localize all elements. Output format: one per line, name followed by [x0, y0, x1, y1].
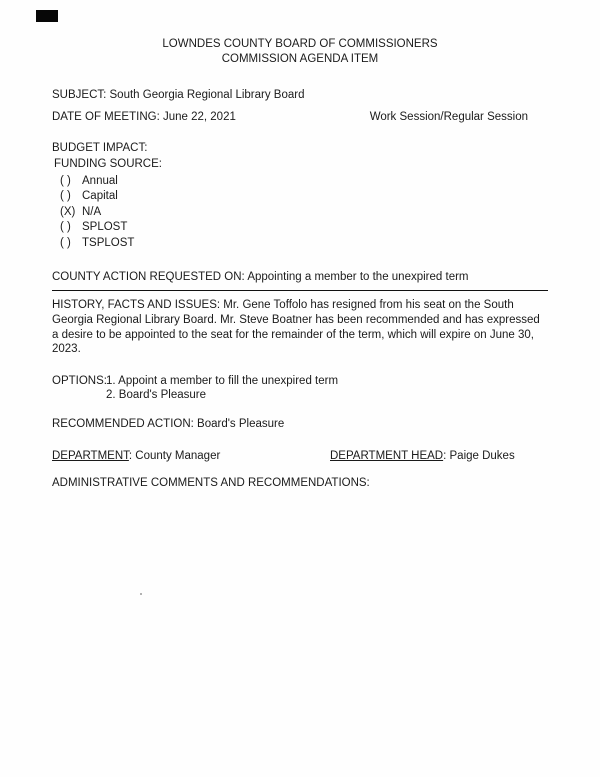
department-value: : County Manager — [128, 449, 221, 462]
header-doc-title: COMMISSION AGENDA ITEM — [221, 53, 379, 65]
checkbox-tsplost: ( ) — [60, 236, 71, 249]
funding-source-label: FUNDING SOURCE: — [54, 158, 162, 171]
department-line — [52, 449, 330, 464]
scan-speck — [140, 593, 142, 595]
funding-option-tsplost — [52, 236, 548, 252]
department-label: DEPARTMENT — [52, 449, 129, 462]
checkbox-splost: ( ) — [60, 221, 71, 234]
funding-option-splost — [52, 220, 548, 236]
checkbox-capital: ( ) — [60, 190, 71, 203]
funding-options-list — [52, 174, 548, 252]
date-row — [52, 110, 548, 125]
header-org-title: LOWNDES COUNTY BOARD OF COMMISSIONERS — [162, 38, 438, 50]
checkbox-na-checked: (X) — [60, 205, 76, 218]
department-row — [52, 449, 548, 464]
options-section — [52, 374, 548, 403]
date-of-meeting: DATE OF MEETING: June 22, 2021 — [52, 110, 236, 123]
options-items — [106, 374, 338, 403]
department-head-value: : Paige Dukes — [443, 449, 515, 462]
funding-option-label: Annual — [82, 174, 118, 187]
options-label: OPTIONS: — [52, 374, 107, 387]
funding-option-annual — [52, 174, 548, 190]
session-type: Work Session/Regular Session — [369, 110, 528, 123]
document-header — [0, 37, 600, 67]
funding-option-label: N/A — [82, 205, 102, 218]
document-body — [0, 88, 600, 491]
funding-option-label: SPLOST — [82, 221, 128, 234]
checkbox-annual: ( ) — [60, 174, 71, 187]
funding-option-label: Capital — [82, 190, 118, 203]
funding-option-label: TSPLOST — [82, 236, 135, 249]
funding-option-capital — [52, 189, 548, 205]
scan-artifact-mark — [36, 10, 58, 22]
history-facts-paragraph: HISTORY, FACTS AND ISSUES: Mr. Gene Toffolo has resigned from his seat on the South Georgia Regional Library Board. Mr. Steve Boatner has been recommended and has expressed a desire to be appointed to the seat for the remainder of the term, which will expire on June 30, 2023. — [52, 299, 540, 356]
county-action-line: COUNTY ACTION REQUESTED ON: Appointing a member to the unexpired term — [52, 270, 548, 291]
administrative-comments-label: ADMINISTRATIVE COMMENTS AND RECOMMENDATIONS: — [52, 477, 370, 490]
department-head-line — [330, 449, 515, 464]
recommended-action-line: RECOMMENDED ACTION: Board's Pleasure — [52, 417, 285, 430]
subject-line: SUBJECT: South Georgia Regional Library Board — [52, 89, 305, 101]
funding-option-na — [52, 205, 548, 221]
option-item-2: 2. Board's Pleasure — [106, 389, 207, 402]
option-item-1: 1. Appoint a member to fill the unexpired term — [106, 374, 339, 387]
budget-impact-label: BUDGET IMPACT: — [52, 142, 148, 155]
department-head-label: DEPARTMENT HEAD — [330, 449, 444, 462]
